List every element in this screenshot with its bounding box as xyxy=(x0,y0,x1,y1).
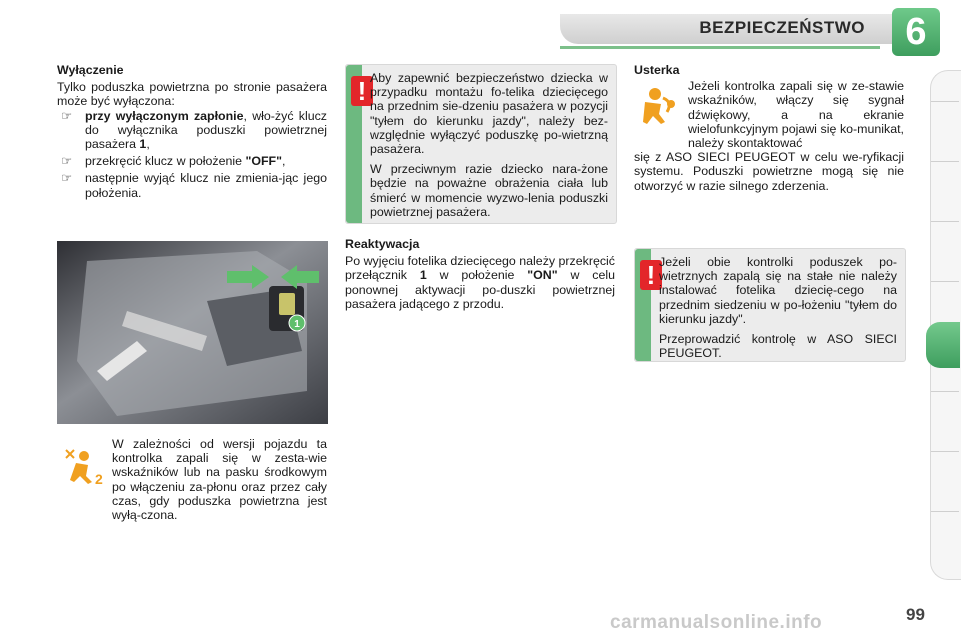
pointing-hand-icon: ☞ xyxy=(61,108,73,123)
tab-chapter-6[interactable] xyxy=(926,322,960,368)
deactivation-section xyxy=(57,63,327,200)
warning-text: W przeciwnym razie dziecko nara-żone będzie na poważne obrażenia ciała lub śmierć w momencie wyzwo-lenia poduszki powietrznej pasażera. xyxy=(370,162,608,219)
section-heading: Reaktywacja xyxy=(345,237,420,251)
fault-text: się z ASO SIECI PEUGEOT w celu we-ryfikacji systemu. Poduszki powietrzne mogą się nie otworzyć w razie silnego zderzenia. xyxy=(634,150,904,193)
list-item: ☞ następnie wyjąć klucz nie zmienia-jąc jego położenia. xyxy=(61,171,327,200)
watermark: carmanualsonline.info xyxy=(610,612,823,633)
warning-text: Aby zapewnić bezpieczeństwo dziecka w przypadku montażu fo-telika dziecięcego na przednim sie-dzeniu pasażera w pozycji "tyłem do kierunku jazdy", należy bez-względnie wyłączyć poduszkę po-wietrzną pasażera. xyxy=(370,71,608,157)
dual-indicator-warning xyxy=(634,248,906,362)
warning-text: Jeżeli obie kontrolki poduszek po-wietrznych zapalą się na stałe nie należy instalować fotelika dziecię-cego na przednim siedzeniu w po-łożeniu "tyłem do kierunku jazdy". xyxy=(659,255,897,326)
section-heading: Usterka xyxy=(634,63,680,77)
indicator-note: W zależności od wersji pojazdu ta kontrolka zapali się w zesta-wie wskaźników lub na pasku środkowym po włączeniu za-płonu oraz przez cały czas, gdy poduszka powietrzna jest wyłą-czona. xyxy=(112,437,327,523)
pointing-hand-icon: ☞ xyxy=(61,154,73,169)
fault-section xyxy=(634,63,904,193)
airbag-switch-photo xyxy=(57,241,328,424)
tab-divider xyxy=(931,101,959,102)
tab-divider xyxy=(931,511,959,512)
page-title: BEZPIECZEŃSTWO xyxy=(699,18,865,37)
tab-divider xyxy=(931,391,959,392)
header-divider xyxy=(560,46,880,49)
list-item: ☞ przekręcić klucz w położenie "OFF", xyxy=(61,154,286,169)
warning-icon: ! xyxy=(351,76,373,106)
fault-text: Jeżeli kontrolka zapali się w ze-stawie wskaźników, włączy się sygnał dźwiękowy, a na ekranie wielofunkcyjnym pojawi się ko-munikat, należy skontaktować xyxy=(688,79,904,151)
svg-text:2: 2 xyxy=(95,471,103,487)
list-item: ☞ przy wyłączonym zapłonie, wło-żyć klucz do wyłącznika poduszki powietrznej pasażera 1, xyxy=(61,108,327,152)
callout-number-1: 1 xyxy=(294,319,300,330)
reactivation-section xyxy=(345,237,615,311)
warning-icon: ! xyxy=(640,260,662,290)
page-number: 99 xyxy=(906,605,925,624)
warning-text: Przeprowadzić kontrolę w ASO SIECI PEUGEOT. xyxy=(659,332,897,361)
tab-divider xyxy=(931,451,959,452)
section-heading: Wyłączenie xyxy=(57,63,124,77)
child-seat-warning xyxy=(345,64,617,224)
airbag-off-indicator-icon xyxy=(62,446,102,486)
intro-text: Tylko poduszka powietrzna po stronie pasażera może być wyłączona: xyxy=(57,80,327,109)
tab-divider xyxy=(931,281,959,282)
pointing-hand-icon: ☞ xyxy=(61,171,73,186)
chapter-badge: 6 xyxy=(892,8,940,56)
reactivation-text: Po wyjęciu fotelika dziecięcego należy przekręcić przełącznik 1 w położenie "ON" w celu ponownej aktywacji po-duszki powietrznej pasażera jadącego z przodu. xyxy=(345,254,615,311)
tab-divider xyxy=(931,161,959,162)
tab-divider xyxy=(931,221,959,222)
